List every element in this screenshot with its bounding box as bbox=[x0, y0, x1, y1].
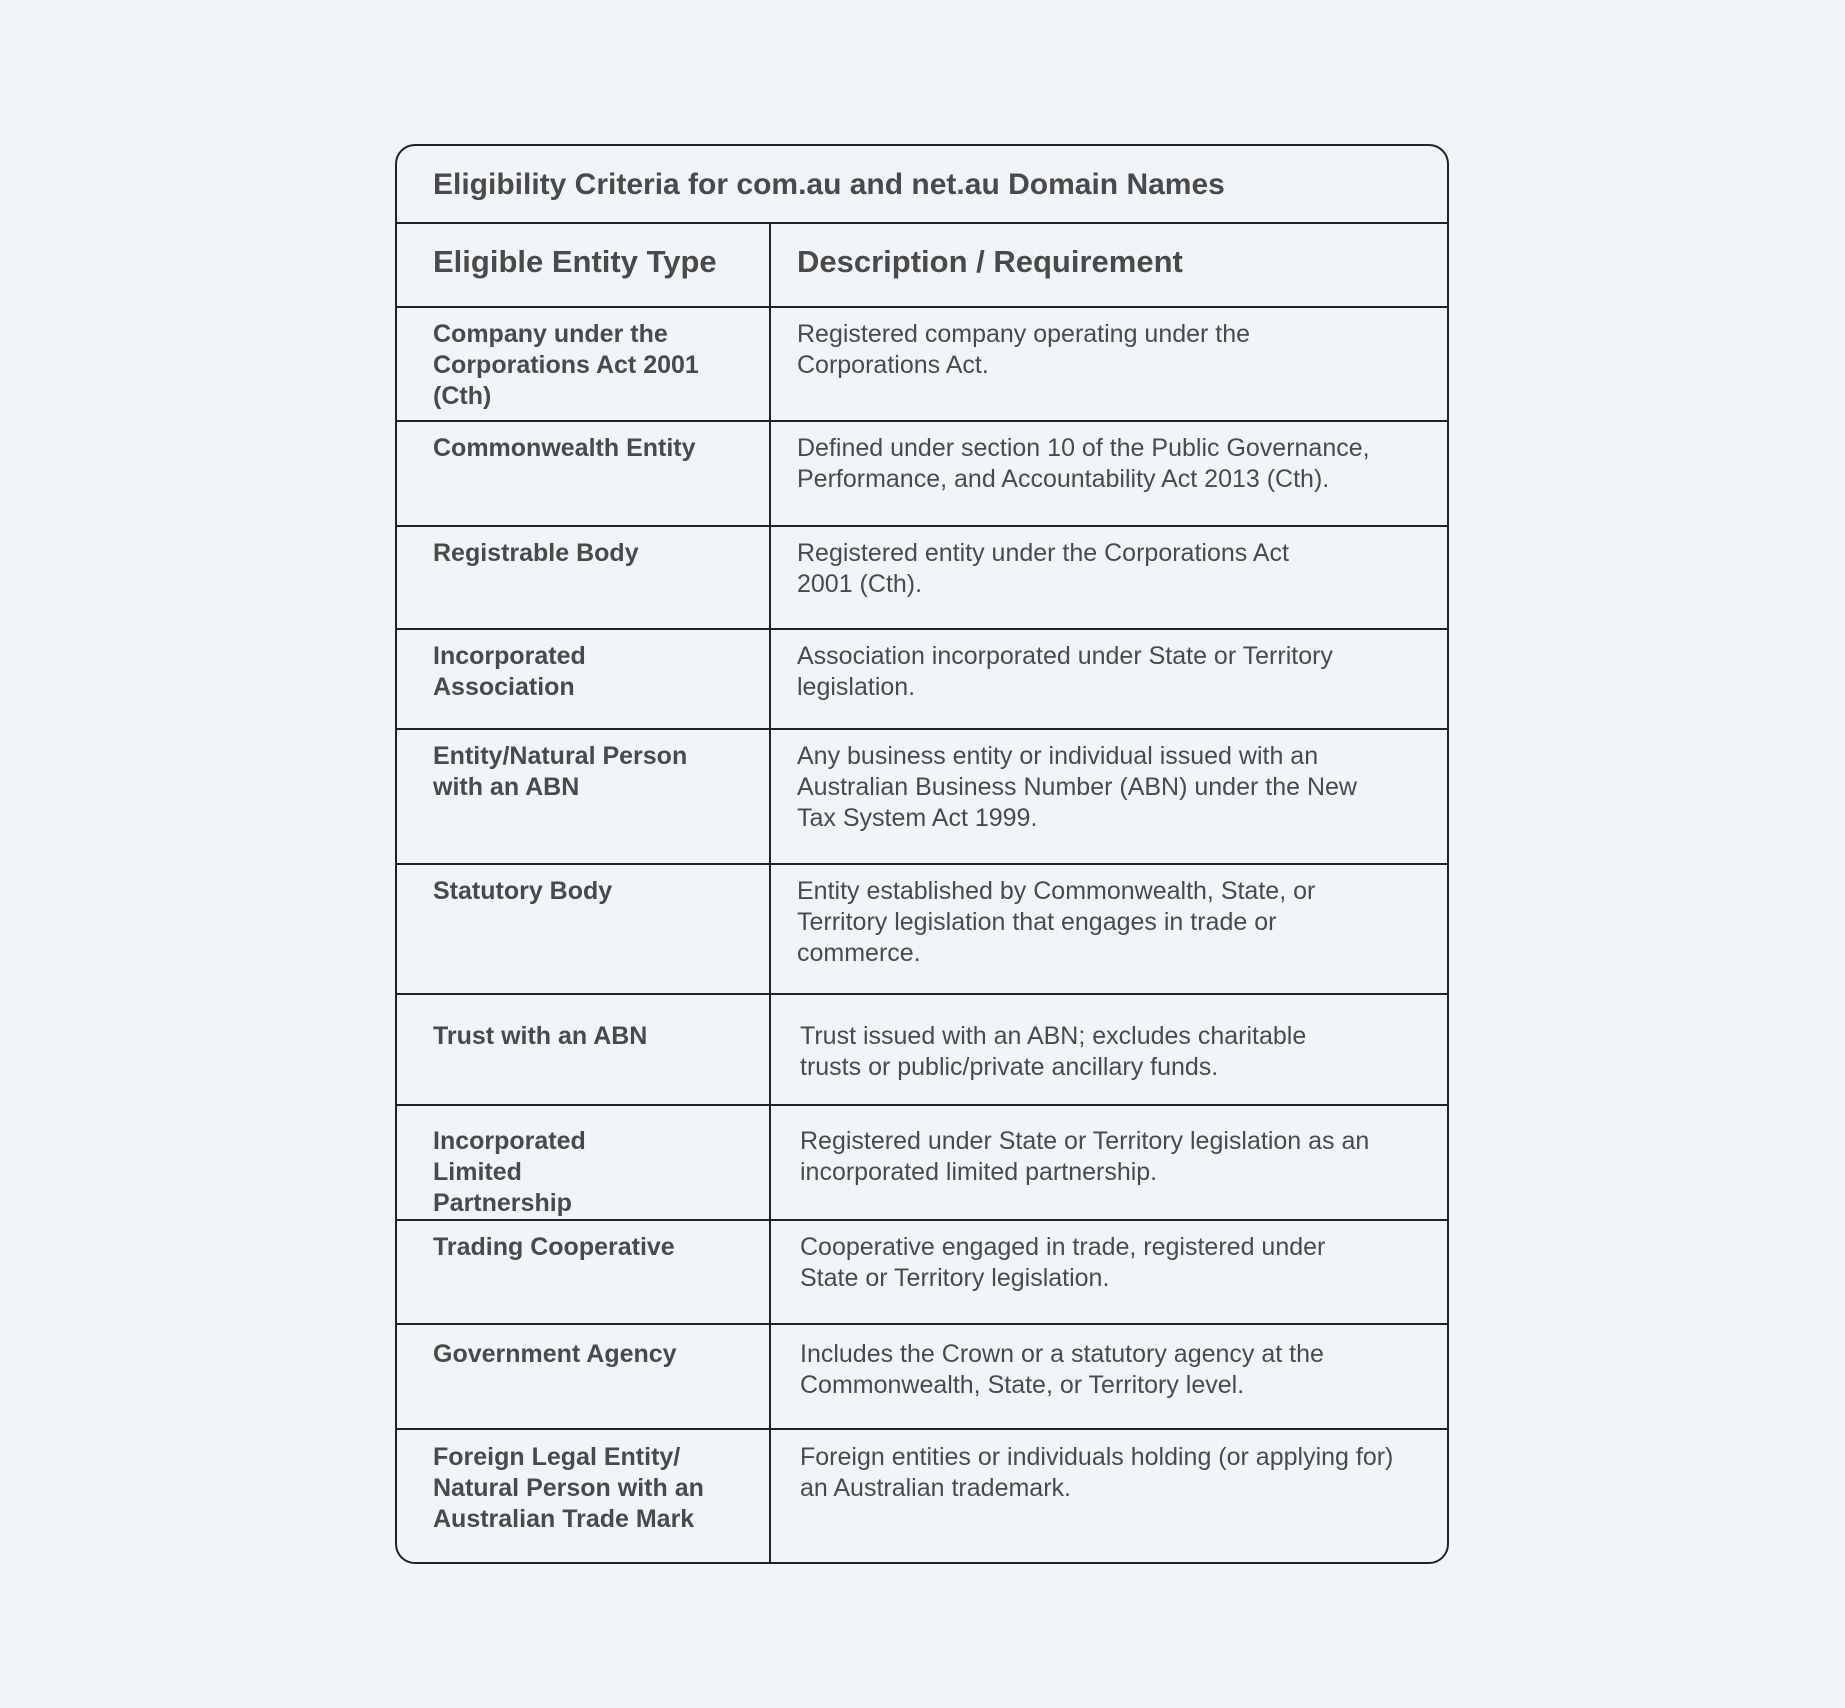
entity-type-cell: Incorporated Association bbox=[397, 629, 770, 729]
entity-type-cell: Statutory Body bbox=[397, 864, 770, 994]
description-cell: Defined under section 10 of the Public Governance, Performance, and Accountability Act 2013 (Cth). bbox=[770, 421, 1447, 526]
entity-type-cell: Trust with an ABN bbox=[397, 994, 770, 1105]
description-cell: Entity established by Commonwealth, State, or Territory legislation that engages in trade or commerce. bbox=[770, 864, 1447, 994]
description-cell: Association incorporated under State or Territory legislation. bbox=[770, 629, 1447, 729]
description-cell: Any business entity or individual issued with an Australian Business Number (ABN) under the New Tax System Act 1999. bbox=[770, 729, 1447, 864]
table-row bbox=[397, 307, 1447, 421]
table-row bbox=[397, 1324, 1447, 1429]
table-row bbox=[397, 729, 1447, 864]
description-cell: Trust issued with an ABN; excludes charitable trusts or public/private ancillary funds. bbox=[770, 994, 1447, 1105]
table-row bbox=[397, 421, 1447, 526]
column-header-entity-type: Eligible Entity Type bbox=[397, 224, 770, 307]
eligibility-table-card bbox=[395, 144, 1449, 1564]
table-row bbox=[397, 1105, 1447, 1220]
eligibility-table bbox=[397, 224, 1447, 1564]
table-row bbox=[397, 1429, 1447, 1564]
entity-type-cell: Entity/Natural Person with an ABN bbox=[397, 729, 770, 864]
description-cell: Registered under State or Territory legislation as an incorporated limited partnership. bbox=[770, 1105, 1447, 1220]
entity-type-cell: Registrable Body bbox=[397, 526, 770, 629]
description-cell: Registered entity under the Corporations Act 2001 (Cth). bbox=[770, 526, 1447, 629]
entity-type-cell: Government Agency bbox=[397, 1324, 770, 1429]
entity-type-cell: Incorporated Limited Partnership bbox=[397, 1105, 770, 1220]
table-header-row bbox=[397, 224, 1447, 307]
column-header-description: Description / Requirement bbox=[770, 224, 1447, 307]
entity-type-cell: Foreign Legal Entity/ Natural Person with an Australian Trade Mark bbox=[397, 1429, 770, 1564]
entity-type-cell: Trading Cooperative bbox=[397, 1220, 770, 1324]
table-title: Eligibility Criteria for com.au and net.au Domain Names bbox=[397, 146, 1447, 224]
entity-type-cell: Company under the Corporations Act 2001 (Cth) bbox=[397, 307, 770, 421]
description-cell: Includes the Crown or a statutory agency at the Commonwealth, State, or Territory level. bbox=[770, 1324, 1447, 1429]
table-row bbox=[397, 629, 1447, 729]
table-row bbox=[397, 526, 1447, 629]
table-row bbox=[397, 864, 1447, 994]
description-cell: Foreign entities or individuals holding (or applying for) an Australian trademark. bbox=[800, 1443, 1394, 1502]
entity-type-cell: Commonwealth Entity bbox=[397, 421, 770, 526]
table-row bbox=[397, 1220, 1447, 1324]
description-cell: Cooperative engaged in trade, registered under State or Territory legislation. bbox=[770, 1220, 1447, 1324]
table-row bbox=[397, 994, 1447, 1105]
description-cell: Registered company operating under the Corporations Act. bbox=[770, 307, 1447, 421]
